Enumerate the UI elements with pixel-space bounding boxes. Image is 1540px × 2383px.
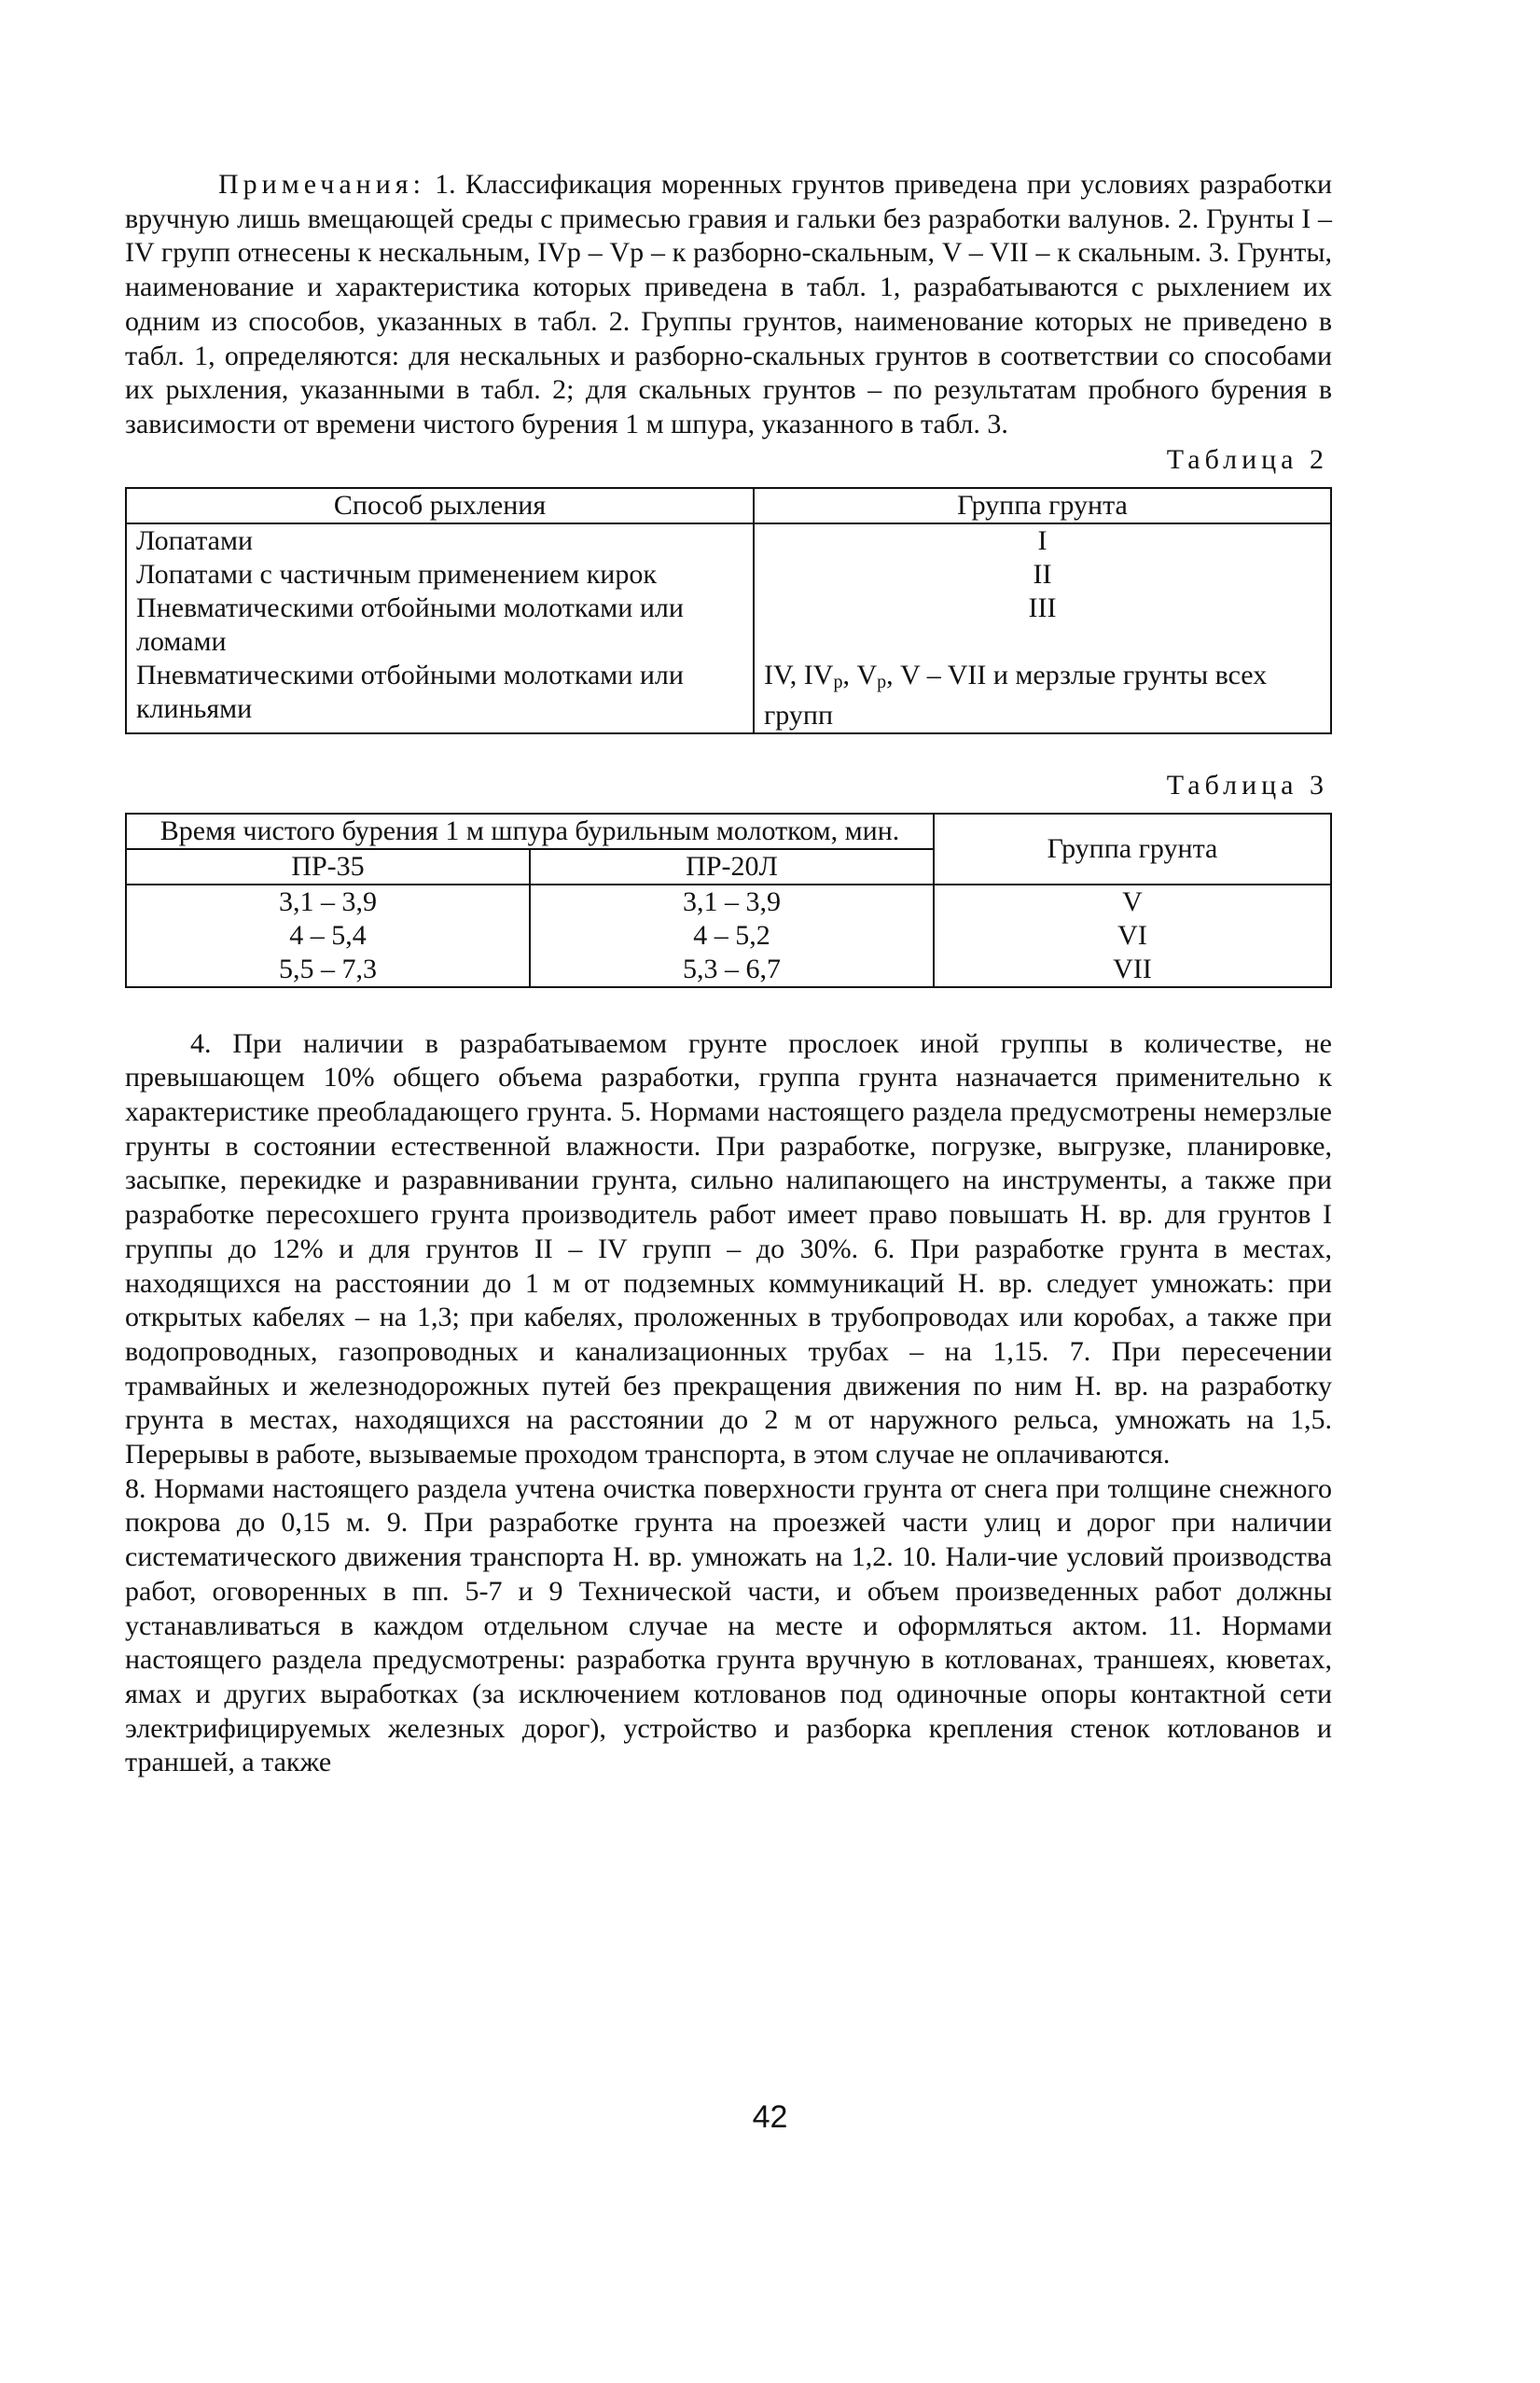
table3-header-row — [126, 814, 1331, 849]
table3-pr35: 3,1 – 3,9 — [126, 885, 530, 919]
table3-pr20l: 4 – 5,2 — [530, 919, 934, 953]
table-row — [126, 592, 1331, 659]
table2-group: I — [754, 523, 1331, 558]
table2-header-row — [126, 488, 1331, 523]
table3-header-group: Группа грунта — [934, 814, 1331, 885]
table2-method: Пневматическими отбойными молотками или ломами — [126, 592, 754, 659]
table3 — [125, 813, 1332, 988]
notes-paragraph — [125, 168, 1332, 442]
table-row — [126, 523, 1331, 558]
table2-group-part: , V — [842, 659, 878, 690]
table2-caption: Таблица 2 — [1166, 443, 1328, 475]
page-number: 42 — [752, 2099, 788, 2135]
table-row — [126, 885, 1331, 919]
table2-group-part: IV, IV — [764, 659, 834, 690]
table2-group-part: , V – VII и мерзлые грунты всех групп — [764, 659, 1268, 731]
table3-pr35: 4 – 5,4 — [126, 919, 530, 953]
table2-group-sub: р — [833, 671, 843, 692]
page-content — [125, 168, 1332, 1780]
table3-caption: Таблица 3 — [1166, 769, 1328, 801]
table3-pr20l: 5,3 – 6,7 — [530, 953, 934, 987]
table3-pr20l: 3,1 – 3,9 — [530, 885, 934, 919]
table2-method: Пневматическими отбойными молотками или клиньями — [126, 659, 754, 733]
table3-header-main: Время чистого бурения 1 м шпура бурильным молотком, мин. — [126, 814, 934, 849]
table3-group: VII — [934, 953, 1331, 987]
table3-group: V — [934, 885, 1331, 919]
notes-lead: Примечания: — [218, 169, 425, 200]
table2-group: III — [754, 592, 1331, 659]
table2-group-sub: р — [877, 671, 887, 692]
table2-group — [754, 659, 1331, 733]
table2-header-group: Группа грунта — [754, 488, 1331, 523]
table2 — [125, 487, 1332, 734]
table3-group: VI — [934, 919, 1331, 953]
notes-text: 1. Классификация моренных грунтов приведена при условиях разработки вручную лишь вмещающей среды с примесью гравия и гальки без разработки валунов. 2. Грунты I – IV групп отнесены к нескальным, IVр – Vр – к разборно-скальным, V – VII – к скальным. 3. Грунты, наименование и характеристика которых приведена в табл. 1, разрабатываются с рыхлением их одним из способов, указанных в табл. 2. Группы грунтов, наименование которых не приведено в табл. 1, определяются: для нескальных и разборно-скальных грунтов в соответствии со способами их рыхления, указанными в табл. 2; для скальных грунтов – по результатам пробного бурения в зависимости от времени чистого бурения 1 м шпура, указанного в табл. 3. — [125, 169, 1332, 439]
table2-method: Лопатами с частичным применением кирок — [126, 558, 754, 592]
table-row — [126, 659, 1331, 733]
table-row — [126, 558, 1331, 592]
paragraph-8-11: 8. Нормами настоящего раздела учтена очистка поверхности грунта от снега при толщине снежного покрова до 0,15 м. 9. При разработке грунта на проезжей части улиц и дорог при наличии систематического движения транспорта Н. вр. умножать на 1,2. 10. Нали-чие условий производства работ, оговоренных в пп. 5-7 и 9 Технической части, и объем произведенных работ должны устанавливаться в каждом отдельном случае на месте и оформляться актом. 11. Нормами настоящего раздела предусмотрены: разработка грунта вручную в котлованах, траншеях, кюветах, ямах и других выработках (за исключением котлованов под одиночные опоры контактной сети электрифицируемых железных дорог), устройство и разборка крепления стенок котлованов и траншей, а также — [125, 1472, 1332, 1778]
table3-subheader-pr35: ПР-35 — [126, 849, 530, 885]
table2-method: Лопатами — [126, 523, 754, 558]
table-row — [126, 919, 1331, 953]
table2-group: II — [754, 558, 1331, 592]
table-row — [126, 953, 1331, 987]
paragraph-4-7: 4. При наличии в разрабатываемом грунте прослоек иной группы в количестве, не превышающем 10% общего объема разработки, группа грунта назначается применительно к характеристике преобладающего грунта. 5. Нормами настоящего раздела предусмотрены немерзлые грунты в состоянии естественной влажности. При разработке, погрузке, выгрузке, планировке, засыпке, перекидке и разравнивании грунта, сильно налипающего на инструменты, а также при разработке пересохшего грунта производитель работ имеет право повышать Н. вр. для грунтов I группы до 12% и для грунтов II – IV групп – до 30%. 6. При разработке грунта в местах, находящихся на расстоянии до 1 м от подземных коммуникаций Н. вр. следует умножать: при открытых кабелях – на 1,3; при кабелях, проложенных в трубопроводах или коробах, а также при водопроводных, газопроводных и канализационных трубах – на 1,15. 7. При пересечении трамвайных и железнодорожных путей без прекращения движения по ним Н. вр. на разработку грунта в местах, находящихся на расстоянии до 2 м от наружного рельса, умножать на 1,5. Перерывы в работе, вызываемые проходом транспорта, в этом случае не оплачиваются. — [125, 1027, 1332, 1470]
table2-header-method: Способ рыхления — [126, 488, 754, 523]
table3-subheader-pr20l: ПР-20Л — [530, 849, 934, 885]
table3-pr35: 5,5 – 7,3 — [126, 953, 530, 987]
